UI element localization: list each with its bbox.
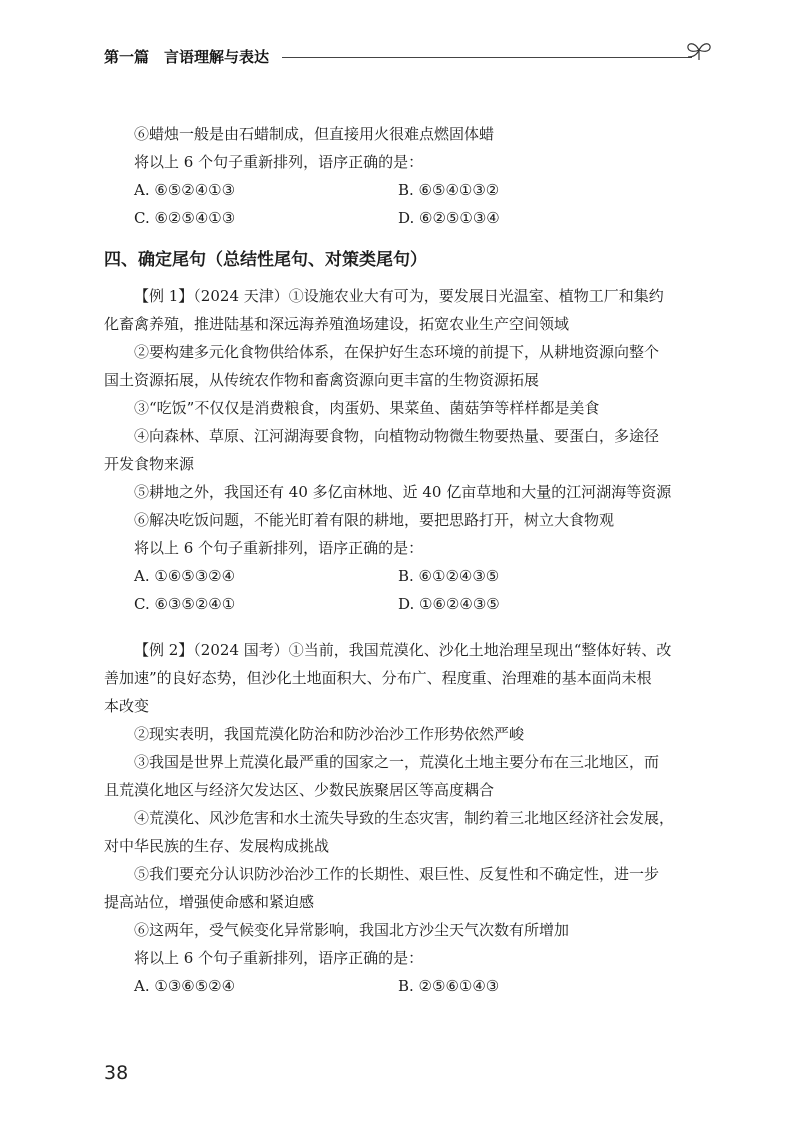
text-line: ⑤我们要充分认识防沙治沙工作的长期性、艰巨性、反复性和不确定性，进一步 xyxy=(134,865,660,883)
text-line: ④荒漠化、风沙危害和水土流失导致的生态灾害，制约着三北地区经济社会发展， xyxy=(134,809,675,827)
option-d: D. ⑥②⑤①③④ xyxy=(398,209,500,227)
text-line: ③“吃饭”不仅仅是消费粮食，肉蛋奶、果菜鱼、菌菇笋等样样都是美食 xyxy=(134,399,600,417)
text-line: 本改变 xyxy=(104,697,150,715)
sprout-icon xyxy=(684,38,714,68)
text-line: 善加速”的良好态势，但沙化土地面积大、分布广、程度重、治理难的基本面尚未根 xyxy=(104,669,652,687)
example-1 xyxy=(104,282,696,618)
option-c: C. ⑥②⑤④①③ xyxy=(134,209,236,227)
option-d: D. ①⑥②④③⑤ xyxy=(398,595,500,613)
option-a: A. ①⑥⑤③②④ xyxy=(134,567,236,585)
text-line: 对中华民族的生存、发展构成挑战 xyxy=(104,837,330,855)
section-heading: 四、确定尾句（总结性尾句、对策类尾句） xyxy=(104,250,427,270)
text-line: ②现实表明，我国荒漠化防治和防沙治沙工作形势依然严峻 xyxy=(134,725,525,743)
text-line: ⑥解决吃饭问题，不能光盯着有限的耕地，要把思路打开，树立大食物观 xyxy=(134,511,615,529)
prev-question xyxy=(104,120,696,232)
question-prompt: 将以上 6 个句子重新排列，语序正确的是： xyxy=(134,539,424,557)
option-a: A. ⑥⑤②④①③ xyxy=(134,181,236,199)
options-row xyxy=(104,562,696,590)
header-rule xyxy=(282,57,692,58)
text-line: 化畜禽养殖，推进陆基和深远海养殖渔场建设，拓宽农业生产空间领域 xyxy=(104,315,570,333)
header-title: 第一篇 言语理解与表达 xyxy=(104,48,270,66)
text-line: ⑥这两年，受气候变化异常影响，我国北方沙尘天气次数有所增加 xyxy=(134,921,570,939)
sentence-6: ⑥蜡烛一般是由石蜡制成，但直接用火很难点燃固体蜡 xyxy=(134,125,495,143)
options-row xyxy=(104,176,696,204)
text-line: 国土资源拓展，从传统农作物和畜禽资源向更丰富的生物资源拓展 xyxy=(104,371,540,389)
option-b: B. ⑥①②④③⑤ xyxy=(398,567,500,585)
option-b: B. ⑥⑤④①③② xyxy=(398,181,500,199)
example-2 xyxy=(104,636,696,1000)
options-row xyxy=(104,204,696,232)
text-line: 且荒漠化地区与经济欠发达区、少数民族聚居区等高度耦合 xyxy=(104,781,495,799)
text-line: 【例 2】（2024 国考）①当前，我国荒漠化、沙化土地治理呈现出“整体好转、改 xyxy=(134,641,672,659)
page-header xyxy=(104,38,716,78)
text-line: ③我国是世界上荒漠化最严重的国家之一，荒漠化土地主要分布在三北地区，而 xyxy=(134,753,660,771)
options-row xyxy=(104,972,696,1000)
option-a: A. ①③⑥⑤②④ xyxy=(134,977,236,995)
page-content xyxy=(104,120,696,1000)
page-number: 38 xyxy=(104,1062,129,1084)
question-prompt: 将以上 6 个句子重新排列，语序正确的是： xyxy=(134,153,424,171)
option-b: B. ②⑤⑥①④③ xyxy=(398,977,500,995)
text-line: ②要构建多元化食物供给体系，在保护好生态环境的前提下，从耕地资源向整个 xyxy=(134,343,660,361)
options-row xyxy=(104,590,696,618)
option-c: C. ⑥③⑤②④① xyxy=(134,595,236,613)
text-line: ④向森林、草原、江河湖海要食物，向植物动物微生物要热量、要蛋白，多途径 xyxy=(134,427,660,445)
text-line: ⑤耕地之外，我国还有 40 多亿亩林地、近 40 亿亩草地和大量的江河湖海等资源 xyxy=(134,483,672,501)
question-prompt: 将以上 6 个句子重新排列，语序正确的是： xyxy=(134,949,424,967)
text-line: 【例 1】（2024 天津）①设施农业大有可为，要发展日光温室、植物工厂和集约 xyxy=(134,287,664,305)
text-line: 提高站位，增强使命感和紧迫感 xyxy=(104,893,315,911)
text-line: 开发食物来源 xyxy=(104,455,195,473)
